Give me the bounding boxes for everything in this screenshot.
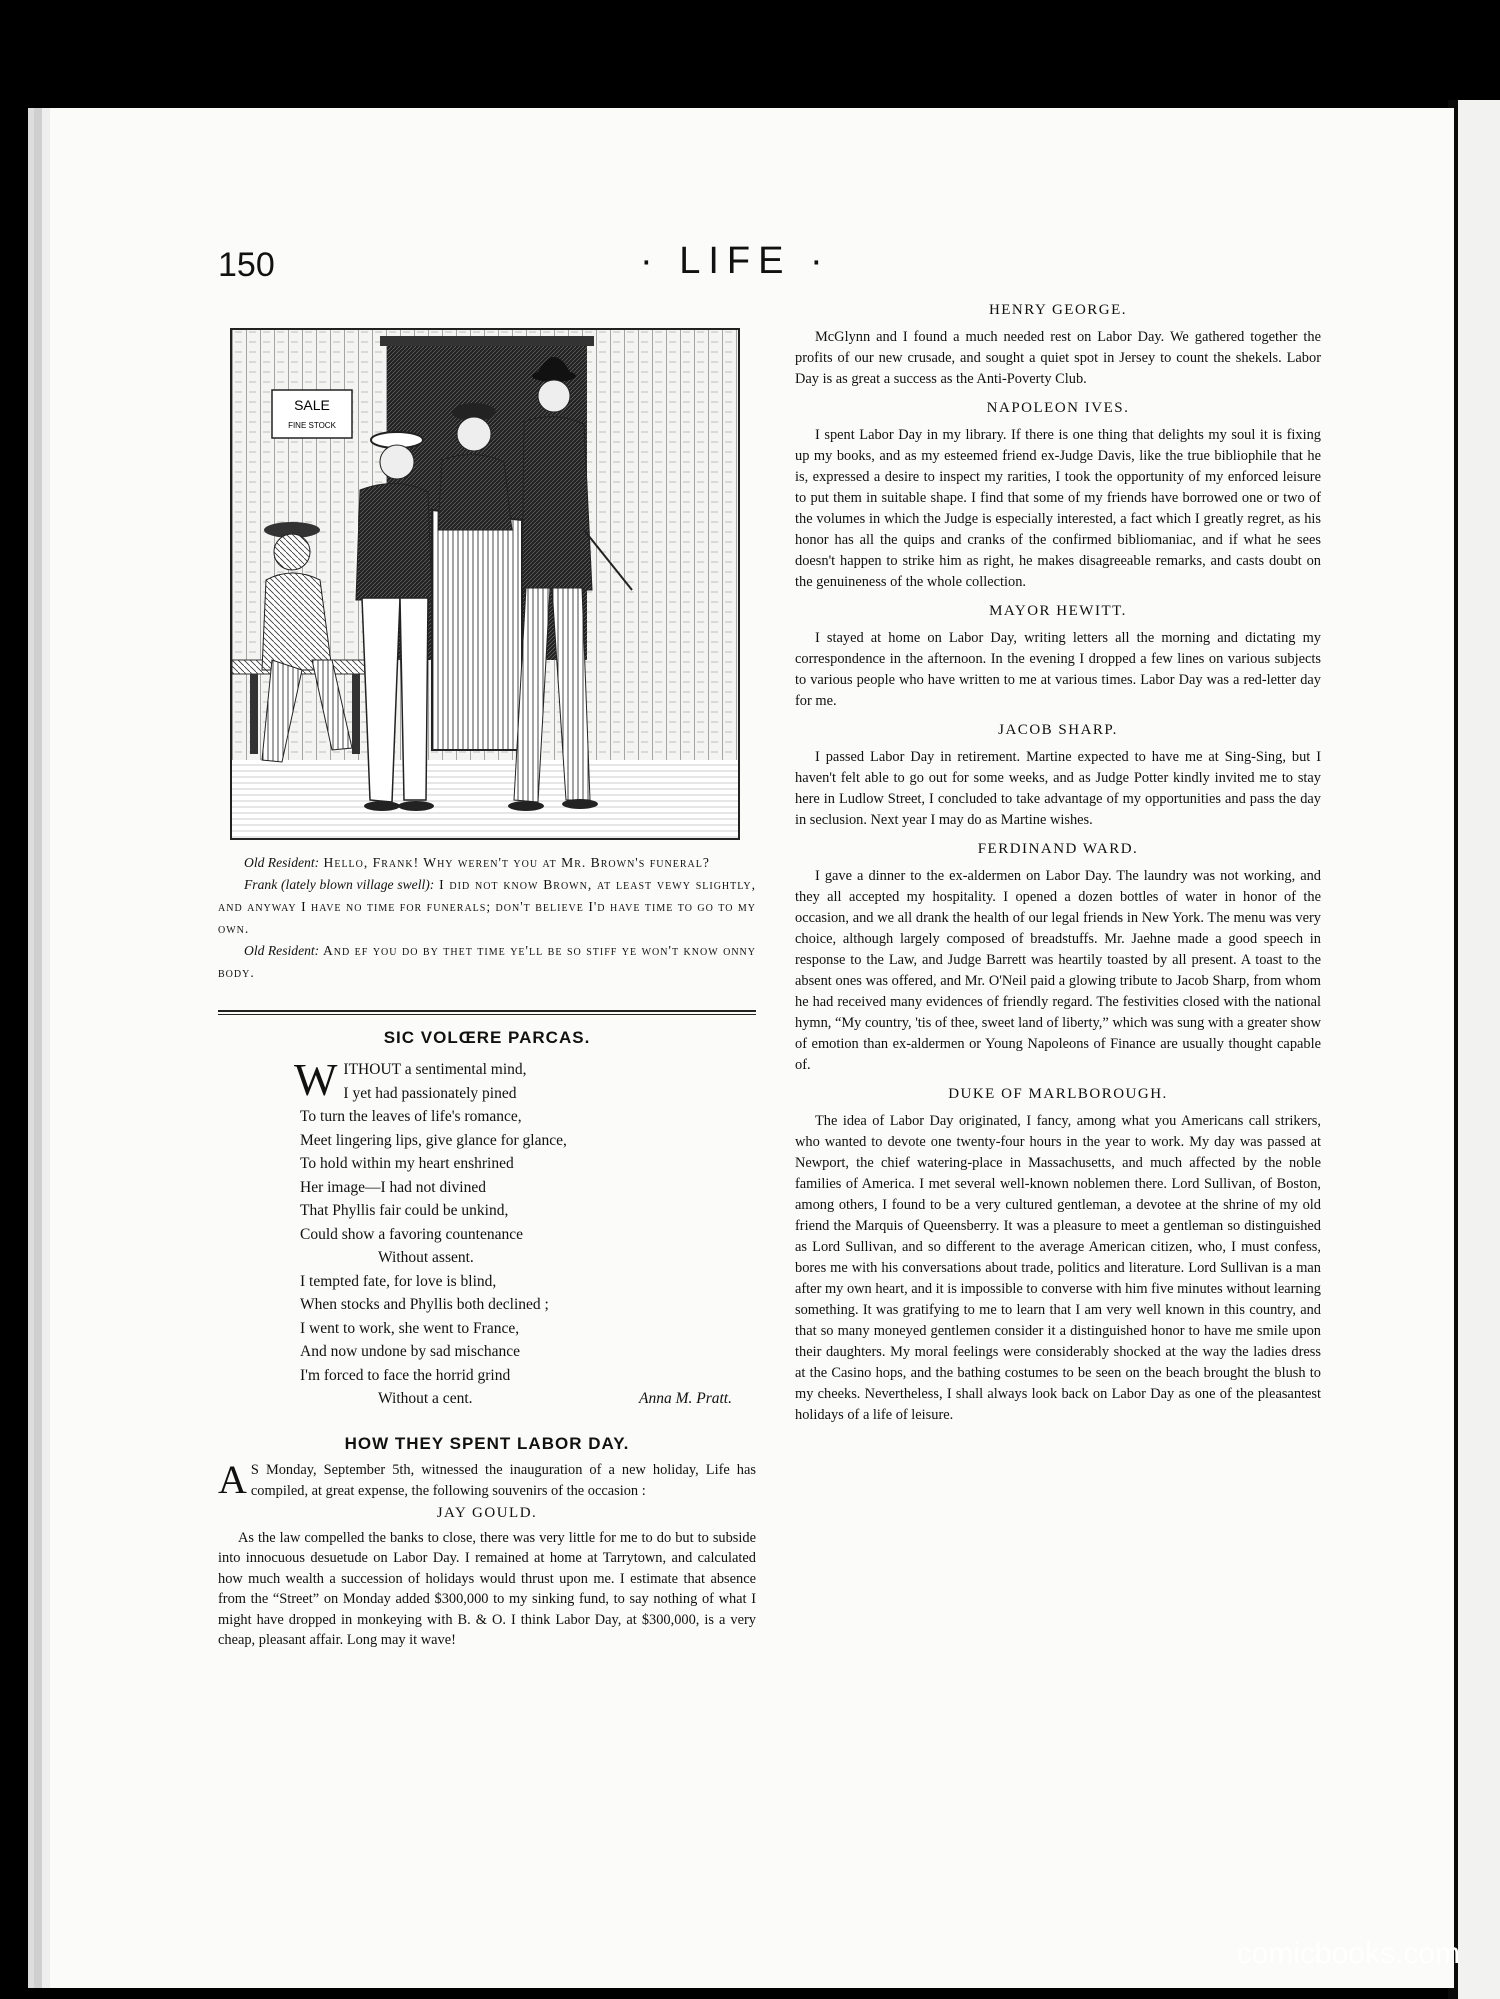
- poem-line: Meet lingering lips, give glance for glance,: [300, 1131, 567, 1149]
- illustration-caption: [218, 852, 756, 984]
- poem-line: I yet had passionately pined: [343, 1084, 517, 1102]
- adjacent-page-edge: [1448, 100, 1500, 1999]
- poem: [294, 1054, 740, 1411]
- caption-line: [218, 874, 756, 940]
- section-text-mayor-hewitt: I stayed at home on Labor Day, writing letters all the morning and dictating my correspondence in the afternoon. In the evening I dropped a few lines on various subjects to various people who have written to me at various times. Labor Day was a red-letter day for me.: [795, 630, 1321, 709]
- caption-text: Hello, Frank! Why weren't you at Mr. Brown's funeral?: [319, 855, 710, 870]
- poem-line: I'm forced to face the horrid grind: [300, 1366, 511, 1384]
- poem-line: Without assent.: [378, 1249, 474, 1266]
- poem-line: Without a cent.: [378, 1390, 473, 1407]
- caption-text: I did not know Brown, at least vewy slightly, and anyway I have no time for funerals; don't believe I'd have time to go to my own.: [218, 877, 756, 936]
- poem-title-block: [218, 1028, 756, 1048]
- sale-sign-subtext: FINE STOCK: [288, 421, 336, 430]
- section-heading-mayor-hewitt: MAYOR HEWITT.: [989, 603, 1127, 619]
- article-title-block: [218, 1434, 756, 1454]
- poem-title: SIC VOLŒRE PARCAS.: [383, 1028, 591, 1047]
- section-heading-duke-of-marlborough: DUKE OF MARLBOROUGH.: [948, 1086, 1168, 1102]
- poem-author: Anna M. Pratt.: [639, 1390, 732, 1407]
- section-text-jacob-sharp: I passed Labor Day in retirement. Martine expected to have me at Sing-Sing, but I haven't felt able to go out for some weeks, and as Judge Potter kindly invited me to stay here in Ludlow Street, I concluded to take advantage of my opportunities and pass the day in seclusion. Next year I may do as Martine wishes.: [795, 749, 1321, 828]
- page-number: 150: [218, 246, 275, 284]
- caption-text: And ef you do by thet time ye'll be so stiff ye won't know onny body.: [218, 943, 757, 980]
- poem-line: I went to work, she went to France,: [300, 1319, 520, 1337]
- poem-drop-cap: W: [294, 1054, 338, 1105]
- caption-speaker: Frank (lately blown village swell):: [244, 877, 435, 892]
- section-divider: [218, 1010, 756, 1012]
- poem-line: To turn the leaves of life's romance,: [300, 1108, 522, 1125]
- right-column: [795, 300, 1321, 1426]
- article-intro-paragraph: [218, 1457, 756, 1502]
- illustration: [230, 328, 740, 840]
- caption-line: [218, 852, 756, 874]
- article-intro: [218, 1457, 756, 1651]
- poem-line: Her image—I had not divined: [300, 1178, 486, 1196]
- caption-line: [218, 940, 756, 984]
- article-intro-text: S Monday, September 5th, witnessed the inauguration of a new holiday, Life has compiled, at great expense, the following souvenirs of the occasion :: [250, 1462, 756, 1499]
- section-heading-ferdinand-ward: FERDINAND WARD.: [977, 841, 1139, 857]
- article-title: HOW THEY SPENT LABOR DAY.: [344, 1434, 630, 1453]
- article-drop-cap: A: [218, 1457, 247, 1502]
- watermark: comicbooks.com: [1236, 1937, 1460, 1970]
- section-heading-jacob-sharp: JACOB SHARP.: [998, 722, 1118, 738]
- poem-line: I tempted fate, for love is blind,: [300, 1272, 497, 1290]
- poem-line: That Phyllis fair could be unkind,: [300, 1202, 509, 1219]
- poem-line: When stocks and Phyllis both declined ;: [300, 1296, 549, 1313]
- poem-line: Could show a favoring countenance: [300, 1225, 523, 1243]
- section-heading-jay-gould: JAY GOULD.: [436, 1505, 538, 1521]
- masthead-title: · LIFE ·: [640, 240, 831, 282]
- caption-speaker: Old Resident:: [244, 855, 320, 870]
- section-text-ferdinand-ward: I gave a dinner to the ex-aldermen on Labor Day. The laundry was not working, and they all accepted my hospitality. I opened a dozen bottles of water in honor of the occasion, and we all drank the health of our legal friends in New York. The menu was very choice, although largely composed of breadstuffs. Mr. Jaehne made a good speech in response to the Law, and Judge Barrett was heartily toasted by all present. A toast to the absent ones was offered, and Mr. O'Neil paid a glowing tribute to Jacob Sharp, from whom he had received many evidences of friendly regard. The festivities closed with the national hymn, “My country, 'tis of thee, sweet land of liberty,” which was sung with a greater show of emotion than ex-aldermen or Young Napoleons of Finance are usually thought capable of.: [795, 868, 1321, 1073]
- section-heading-napoleon-ives: NAPOLEON IVES.: [986, 400, 1130, 416]
- section-text-henry-george: McGlynn and I found a much needed rest on Labor Day. We gathered together the profits of our new crusade, and sought a quiet spot in Jersey to count the shekels. Labor Day is as great a success as the Anti-Poverty Club.: [795, 329, 1321, 387]
- poem-line: And now undone by sad mischance: [300, 1343, 520, 1360]
- section-text-jay-gould: As the law compelled the banks to close, there was very little for me to do but to subside into innocuous desuetude on Labor Day. I remained at home at Tarrytown, and calculated how much wealth a succession of holidays would thrust upon me. I estimate that absence from the “Street” on Monday added $300,000 to my sinking fund, to say nothing of what I might have dropped in monkeying with B. & O. I think Labor Day, at $300,000, is a very cheap, pleasant affair. Long may it wave!: [218, 1529, 756, 1648]
- poem-line: To hold within my heart enshrined: [300, 1155, 514, 1172]
- section-text-napoleon-ives: I spent Labor Day in my library. If there is one thing that delights my soul it is fixing up my books, and as my esteemed friend ex-Judge Davis, like the true bibliophile that he is, expressed a desire to inspect my rarities, I took the opportunity of my enforced leisure to put them in suitable shape. I find that some of my friends have borrowed one or two of the volumes in which the Judge is especially interested, a fact which I greatly regret, as his honor has all the quips and cranks of the confirmed bibliomaniac, and if what he sees doesn't happen to strike him as right, he makes disagreeable remarks, and casts doubt on the genuineness of the whole collection.: [795, 427, 1321, 590]
- sale-sign-text: SALE: [294, 397, 330, 413]
- caption-speaker: Old Resident:: [244, 943, 320, 958]
- section-heading-henry-george: HENRY GEORGE.: [988, 302, 1128, 318]
- illustration-drawing: [232, 330, 738, 838]
- section-text-duke-of-marlborough: The idea of Labor Day originated, I fancy, among what you Americans call strikers, who wanted to devote one twenty-four hours in the year to work. My day was passed at Newport, the chief watering-place in Massachusetts, and much affected by the noble families of America. I met several well-known noblemen there. Lord Sullivan, of Boston, among others, I found to be a very cultured gentleman, a devotee at the shrine of my old friend the Marquis of Queensberry. It was a pleasure to meet a gentleman so distinguished as Lord Sullivan, and so different to the average American citizen, who, I must confess, bores me with his conversations about trade, politics and literature. Lord Sullivan is a man after my own heart, and it is impossible to converse with him five minutes without learning something. It was gratifying to me to learn that I am very well known in this country, and that so many moneyed gentlemen consider it a distinguished honor to have me smile upon their daughters. My moral feelings were considerably shocked at the way the ladies dress at the Casino hops, and the bathing costumes to be seen on the beach brought the blush to my cheeks. Nevertheless, I shall always look back on Labor Day as one of the pleasantest holidays of a life of leisure.: [795, 1113, 1321, 1423]
- poem-line: ITHOUT a sentimental mind,: [343, 1061, 527, 1078]
